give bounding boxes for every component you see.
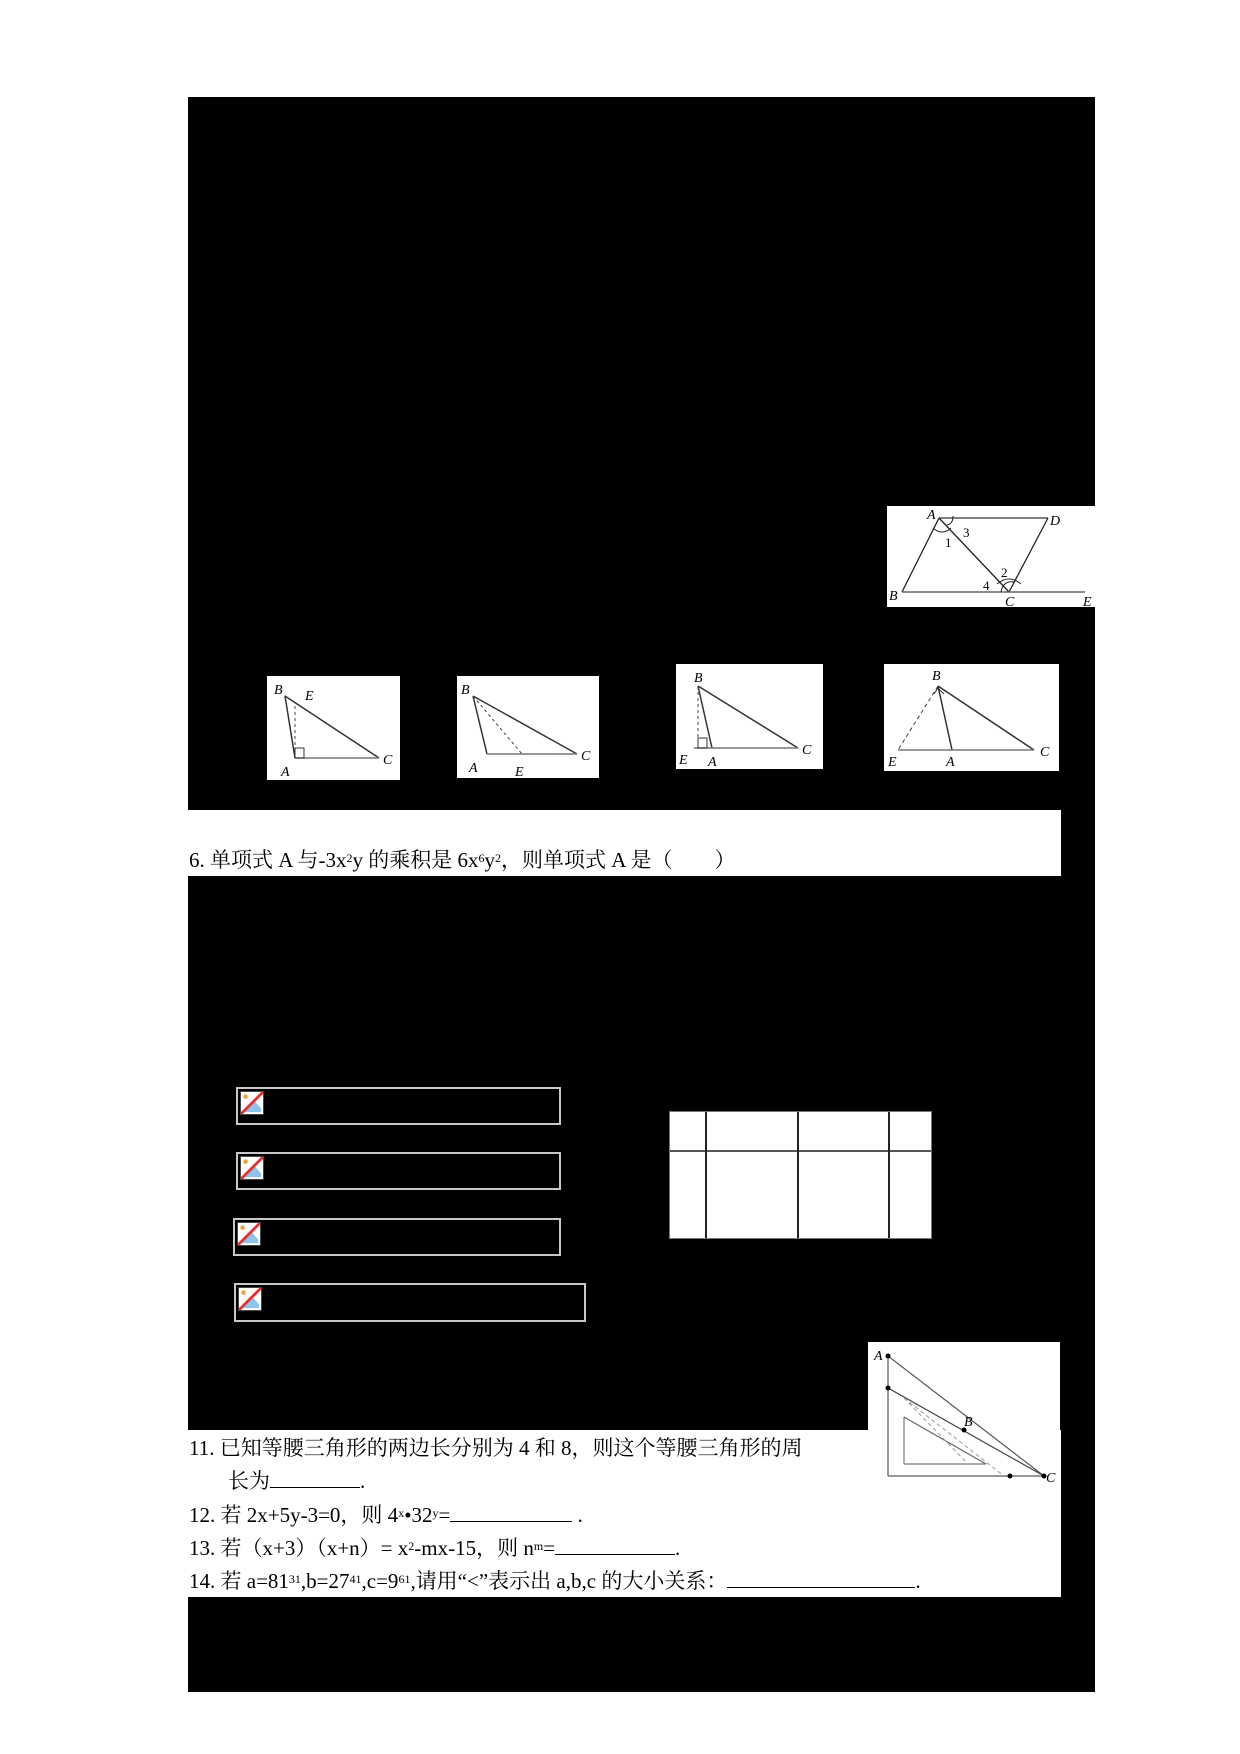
question-11-line-1: [189, 1433, 802, 1464]
question-text: 12. 若 2x+5y-3=0，则 4: [189, 1503, 399, 1527]
svg-text:B: B: [461, 683, 470, 698]
svg-text:B: B: [694, 671, 703, 686]
svg-text:A: A: [708, 755, 717, 769]
question-text: 13. 若（x+3）（x+n）= x: [189, 1536, 409, 1560]
svg-text:B: B: [964, 1415, 973, 1430]
redacted-strip-right-2: [1061, 1430, 1095, 1597]
svg-text:2: 2: [1001, 565, 1008, 580]
question-6: [189, 845, 736, 876]
question-text: .: [915, 1569, 921, 1593]
exponent: 41: [349, 1572, 362, 1586]
question-14: [189, 1566, 921, 1597]
svg-text:B: B: [889, 589, 898, 604]
exponent: 2: [495, 851, 501, 865]
question-text: y 的乘积是 6x: [352, 848, 479, 872]
svg-text:E: E: [1083, 595, 1092, 607]
broken-image-placeholder-3: [233, 1218, 561, 1256]
question-text: ,c=9: [361, 1569, 399, 1593]
answer-blank[interactable]: [555, 1534, 675, 1555]
svg-text:B: B: [274, 683, 283, 698]
svg-text:4: 4: [983, 578, 990, 593]
question-text: .: [675, 1536, 681, 1560]
question-text: ，则单项式 A 是（ ）: [501, 848, 736, 872]
question-text: =: [543, 1536, 556, 1560]
broken-image-placeholder-1: [236, 1087, 561, 1125]
exponent: y: [432, 1506, 439, 1520]
broken-image-icon: [240, 1156, 264, 1180]
triangle-figure-4: [884, 664, 1059, 771]
question-number: 6.: [189, 848, 205, 872]
svg-text:A: A: [946, 755, 955, 770]
broken-image-icon: [238, 1287, 262, 1311]
broken-image-icon: [237, 1222, 261, 1246]
triangle-figure-1: [267, 676, 400, 780]
question-text: .: [360, 1469, 366, 1493]
redacted-strip-right: [1061, 810, 1095, 876]
svg-text:A: A: [927, 508, 936, 523]
svg-text:C: C: [802, 743, 812, 758]
svg-text:A: A: [874, 1349, 883, 1364]
svg-text:C: C: [1046, 1471, 1056, 1483]
question-text: 11. 已知等腰三角形的两边长分别为 4 和 8，则这个等腰三角形的周: [189, 1436, 803, 1460]
triangle-figure-2: [457, 676, 599, 778]
exponent: 2: [408, 1539, 415, 1553]
svg-text:A: A: [469, 761, 478, 776]
svg-text:3: 3: [963, 525, 970, 540]
triangle-figure-3: [676, 664, 823, 769]
table-col-divider: [705, 1112, 707, 1238]
svg-text:B: B: [932, 669, 941, 684]
svg-text:E: E: [305, 689, 314, 704]
svg-text:C: C: [581, 749, 591, 764]
svg-text:E: E: [515, 765, 524, 778]
answer-blank[interactable]: [270, 1467, 360, 1488]
exponent: 2: [346, 851, 353, 865]
question-11-line-2: [228, 1466, 365, 1497]
exponent: m: [533, 1539, 544, 1553]
question-text: ,请用“<”表示出 a,b,c 的大小关系：: [410, 1569, 728, 1593]
answer-blank[interactable]: [727, 1567, 915, 1588]
table-col-divider: [888, 1112, 890, 1238]
exponent: x: [398, 1506, 405, 1520]
exponent: 61: [398, 1572, 411, 1586]
svg-text:D: D: [1050, 514, 1061, 529]
broken-image-placeholder-2: [236, 1152, 561, 1190]
exponent: 6: [478, 851, 485, 865]
svg-text:C: C: [383, 753, 393, 768]
question-text: 14. 若 a=81: [189, 1569, 289, 1593]
set-square-figure: [868, 1342, 1060, 1483]
parallelogram-figure: [887, 506, 1095, 607]
svg-text:1: 1: [945, 535, 952, 550]
question-text: .: [572, 1503, 583, 1527]
question-text: ,b=27: [300, 1569, 350, 1593]
table-row-divider: [670, 1150, 931, 1152]
svg-text:C: C: [1040, 745, 1050, 760]
broken-image-icon: [240, 1091, 264, 1115]
exponent: 31: [288, 1572, 301, 1586]
svg-text:E: E: [888, 755, 897, 770]
question-13: [189, 1533, 680, 1564]
svg-text:E: E: [679, 753, 688, 768]
question-text: -mx-15，则 n: [414, 1536, 534, 1560]
empty-table: [669, 1111, 932, 1239]
svg-text:A: A: [281, 765, 290, 780]
question-text: y: [484, 848, 495, 872]
question-text: =: [438, 1503, 451, 1527]
question-12: [189, 1500, 583, 1531]
question-text: 单项式 A 与-3x: [210, 848, 347, 872]
answer-blank[interactable]: [450, 1501, 572, 1522]
question-text: 长为: [228, 1469, 270, 1493]
table-col-divider: [797, 1112, 799, 1238]
redacted-block-bottom: [188, 1597, 1095, 1692]
broken-image-placeholder-4: [234, 1283, 586, 1322]
svg-text:C: C: [1005, 595, 1015, 607]
question-text: •32: [404, 1503, 433, 1527]
